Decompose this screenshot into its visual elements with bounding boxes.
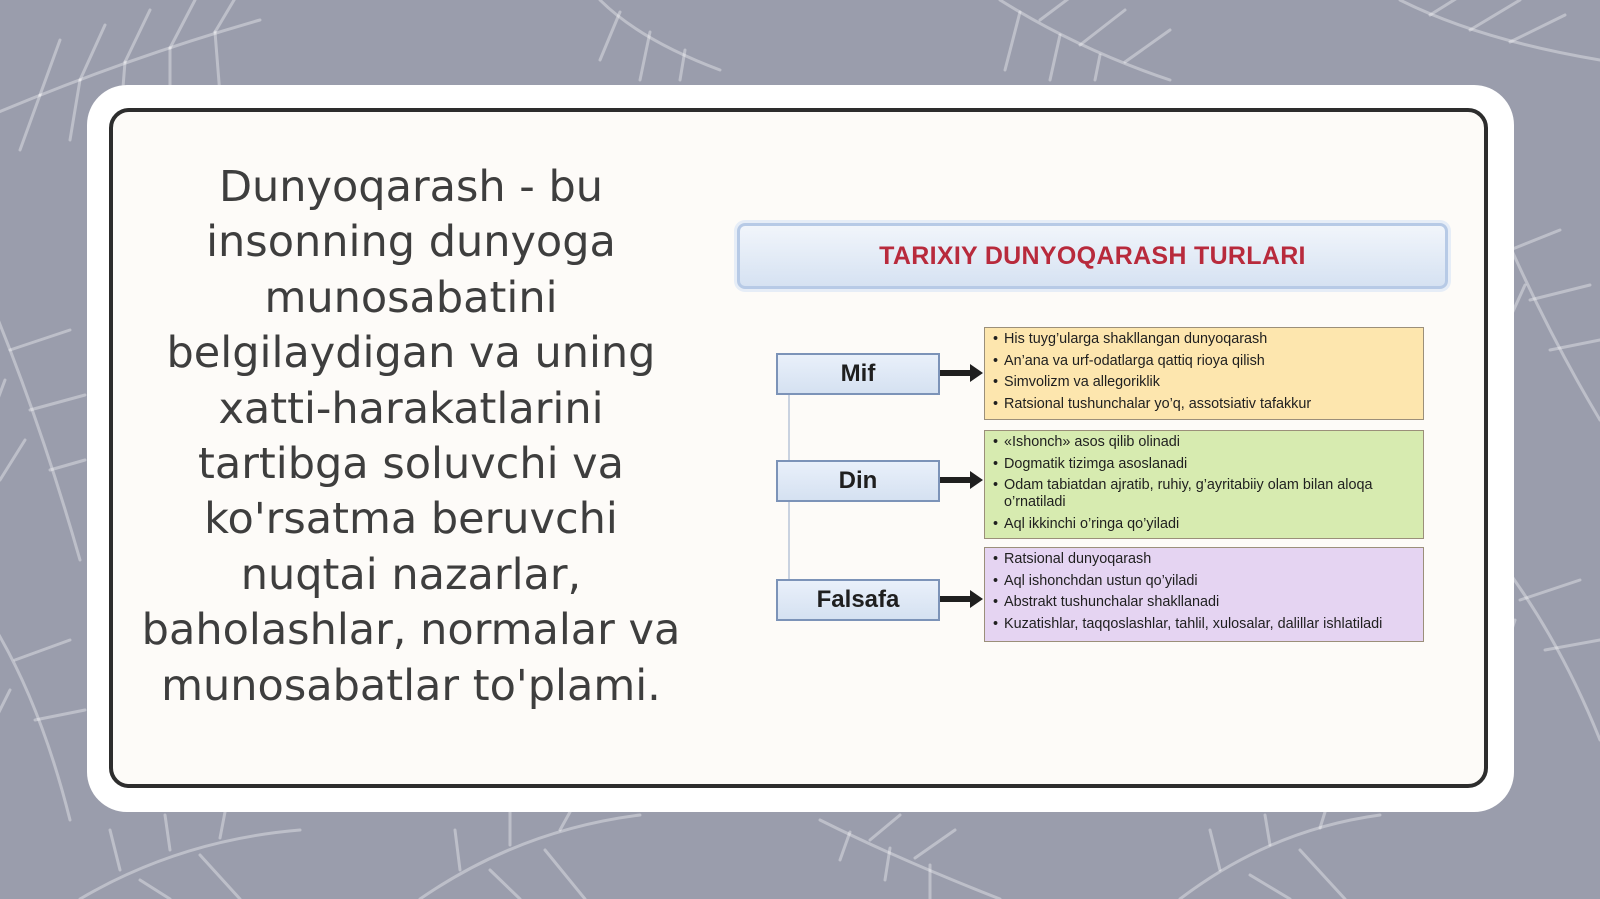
- label-mif: Mif: [776, 353, 940, 395]
- info-box-din: [984, 430, 1424, 539]
- point-mif-1: • His tuyg’ularga shakllangan dunyoqarash: [993, 331, 1417, 348]
- diagram-title: TARIXIY DUNYOQARASH TURLARI: [879, 241, 1306, 270]
- point-falsafa-4: • Kuzatishlar, taqqoslashlar, tahlil, xulosalar, dalillar ishlatiladi: [993, 616, 1417, 633]
- arrow-right-icon: [940, 363, 984, 383]
- point-din-1: • «Ishonch» asos qilib olinadi: [993, 434, 1417, 451]
- arrow-right-icon: [940, 589, 984, 609]
- point-din-2: • Dogmatik tizimga asoslanadi: [993, 456, 1417, 473]
- point-din-3: • Odam tabiatdan ajratib, ruhiy, g’ayritabiiy olam bilan aloqa o’rnatiladi: [993, 477, 1417, 511]
- label-din: Din: [776, 460, 940, 502]
- point-falsafa-2: • Aql ishonchdan ustun qo’yiladi: [993, 573, 1417, 590]
- arrow-right-icon: [940, 470, 984, 490]
- label-falsafa: Falsafa: [776, 579, 940, 621]
- point-mif-4: • Ratsional tushunchalar yo’q, assotsiativ tafakkur: [993, 396, 1417, 413]
- point-mif-3: • Simvolizm va allegoriklik: [993, 374, 1417, 391]
- point-falsafa-3: • Abstrakt tushunchalar shakllanadi: [993, 594, 1417, 611]
- point-mif-2: • An’ana va urf-odatlarga qattiq rioya qilish: [993, 353, 1417, 370]
- definition-text: Dunyoqarash - bu insonning dunyoga munosabatini belgilaydigan va uning xatti-harakatlarini tartibga soluvchi va ko'rsatma beruvchi nuqtai nazarlar, baholashlar, normalar va munosabatlar to'plami.: [141, 162, 681, 711]
- diagram-title-banner: [737, 223, 1448, 289]
- point-falsafa-1: • Ratsional dunyoqarash: [993, 551, 1417, 568]
- info-box-mif: [984, 327, 1424, 420]
- info-box-falsafa: [984, 547, 1424, 642]
- point-din-4: • Aql ikkinchi o’ringa qo’yiladi: [993, 516, 1417, 533]
